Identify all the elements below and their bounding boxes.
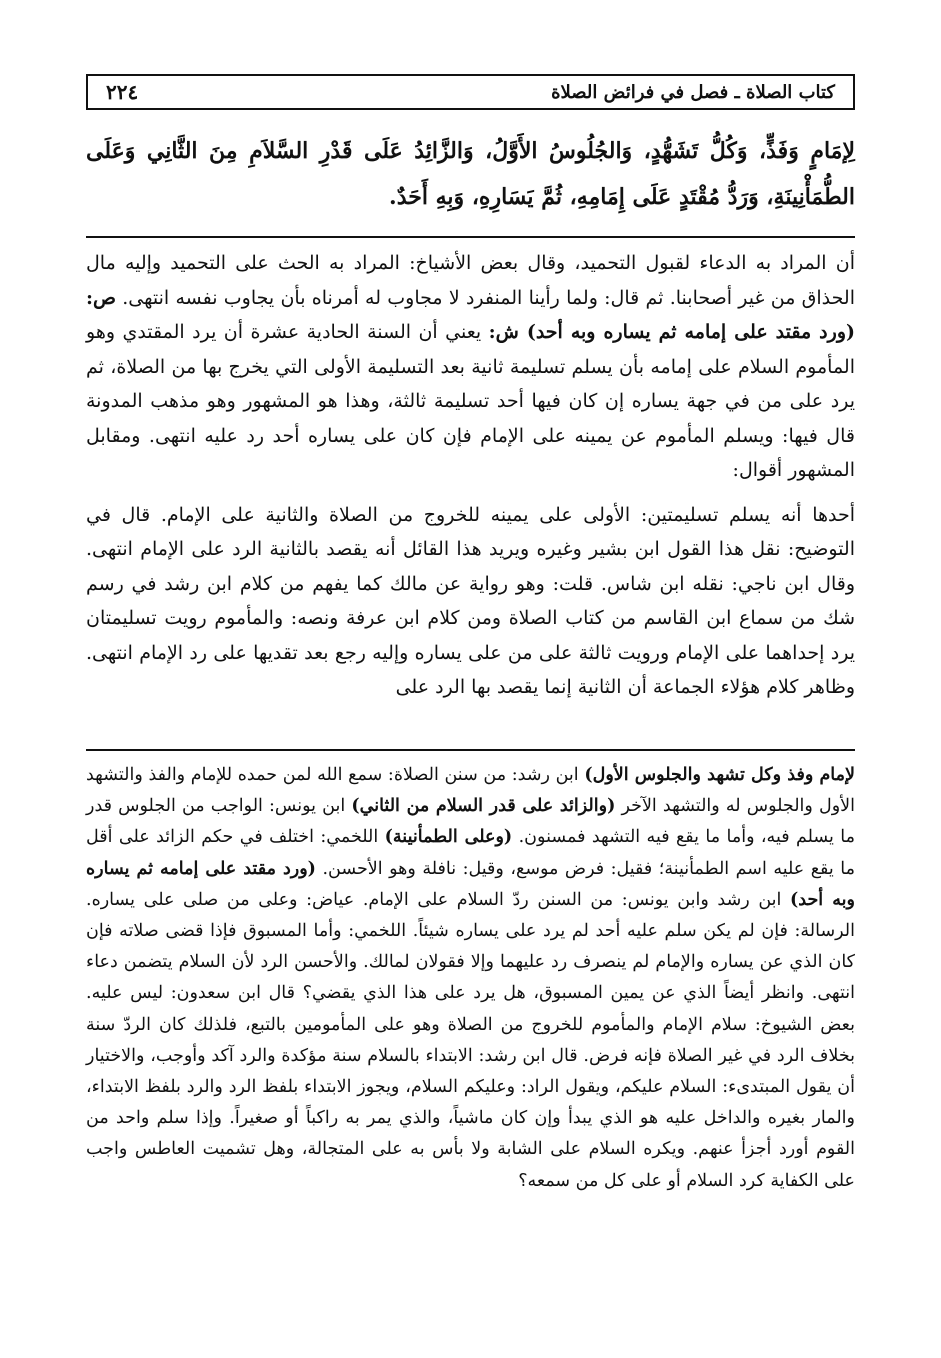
hashiya-heading: (والزائد على قدر السلام من الثاني) [351, 796, 616, 817]
hashiya-text: اللخمي: اختلف في حكم الزائد على أقل ما يقع عليه اسم الطمأنينة؛ فقيل: فرض موسع، وقيل: نافلة وهو الأحسن. [86, 827, 855, 879]
sharh-text: يعني أن السنة الحادية عشرة أن يرد المقتدي وهو المأموم السلام على إمامه بأن يسلم تسليمة ثانية بعد التسليمة الأولى التي يخرج بها من الصلاة، ثم يرد على من في جهة يساره إن كان فيها أحد تسليمة ثالثة، وهذا هو المشهور وهو مذهب المدونة قال فيها: ويسلم المأموم عن يمينه على الإمام فإن كان على يساره أحد رد عليه انتهى. ومقابل المشهور أقوال: [86, 321, 855, 481]
running-header [86, 74, 855, 110]
divider-bottom [86, 749, 855, 751]
matn-text [86, 128, 855, 220]
hashiya-text: ابن رشد: من سنن الصلاة: سمع الله لمن حمده للإمام والفذ والتشهد الأول والجلوس له والتشهد الآخر [86, 765, 855, 817]
sharh-text: أن المراد به الدعاء لقبول التحميد، وقال بعض الأشياخ: المراد به الحث على التحميد وإليه مال الحذاق من غير أصحابنا. ثم قال: ولما رأينا المنفرد لا مجاوب له أمرناه بأن يجاوب نفسه انتهى. [86, 252, 855, 309]
hashiya-paragraph [86, 760, 855, 1197]
sharh-paragraph-2: أحدها أنه يسلم تسليمتين: الأولى على يمينه للخروج من الصلاة والثانية على الإمام. قال في التوضيح: نقل هذا القول ابن بشير وغيره ويريد هذا القائل أنه يقصد بالثانية الرد على الإمام انتهى. وقال ابن ناجي: نقله ابن شاس. قلت: وهو رواية عن مالك كما يفهم من كلام ابن رشد في رسم شك من سماع ابن القاسم من كتاب الصلاة ومن كلام ابن عرفة ونصه: والمأموم رويت تسليمتان يرد إحداهما على الإمام ورويت ثالثة على من على يساره وإليه رجع بعد تقديها على رد الإمام انتهى. وظاهر كلام هؤلاء الجماعة أن الثانية إنما يقصد بها الرد على [86, 503, 855, 698]
hashiya-text: ابن رشد وابن يونس: من السنن ردّ السلام على الإمام. عياض: وعلى من صلى على يساره. الرسالة: فإن لم يكن سلم عليه أحد لم يرد على يساره شيئاً. اللخمي: وأما المسبوق فإذا قضى صلاته فإن كان الذي عن يساره والإمام لم ينصرف رد عليهما وإلا فقولان لمالك. والأحسن الرد لأن السلام يتضمن دعاء انتهى. وانظر أيضاً الذي عن يمين المسبوق، هل يرد على هذا الذي يقضي؟ قال ابن سعدون: ليس عليه. بعض الشيوخ: سلام الإمام والمأموم للخروج من الصلاة وهو على المأمومين بالتبع، فلذلك كان الردّ سنة بخلاف الرد في غير الصلاة فإنه فرض. قال ابن رشد: الابتداء بالسلام سنة مؤكدة والرد آكد وأوجب، والاختيار أن يقول المبتدىء: السلام عليكم، ويقول الراد: وعليكم السلام، ويجوز الابتداء بلفظ الرد والرد بلفظ الابتداء، والمار بغيره والداخل عليه هو الذي يبدأ وإن كان ماشياً، والذي يمر به راكباً أو صغيراً. وإذا سلم واحد من القوم أورد أجزأ عنهم. ويكره السلام على الشابة ولا بأس به على المتجالة، وهل تشميت العاطس واجب على الكفاية كرد السلام أو على كل من سمعه؟ [86, 889, 855, 1191]
sharh-paragraph-1 [86, 246, 855, 488]
divider-top [86, 236, 855, 238]
hashiya-heading: (ورد مقتد على إمامه ثم يساره وبه أحد) [86, 858, 855, 910]
sharh-quote-label: ص: (ورد مقتد على إمامه ثم يساره وبه أحد) ش: [86, 286, 855, 343]
page-number: ٢٢٤ [106, 80, 139, 104]
hashiya-heading: (وعلى الطمأنينة) [384, 827, 513, 848]
sharh-commentary [86, 246, 855, 705]
hashiya-footnotes [86, 760, 855, 1197]
hashiya-heading: لإمام وفذ وكل تشهد والجلوس الأول) [584, 765, 855, 785]
matn-paragraph: لِإمَامٍ وَفَذٍّ، وَكُلُّ تَشَهُّدٍ، وَالجُلُوسُ الأَوَّلُ، وَالزَّائِدُ عَلَى قَدْرِ السَّلاَمِ مِنَ الثَّانِي وَعَلَى الطُّمَأْنِينَةِ، وَرَدُّ مُقْتَدٍ عَلَى إِمَامِهِ، ثُمَّ يَسَارِهِ، وَبِهِ أَحَدٌ. [86, 138, 855, 210]
header-title: كتاب الصلاة ـ فصل في فرائض الصلاة [551, 81, 835, 103]
hashiya-text: ابن يونس: الواجب من الجلوس قدر ما يسلم فيه، وأما ما يقع فيه التشهد فمسنون. [86, 796, 855, 848]
